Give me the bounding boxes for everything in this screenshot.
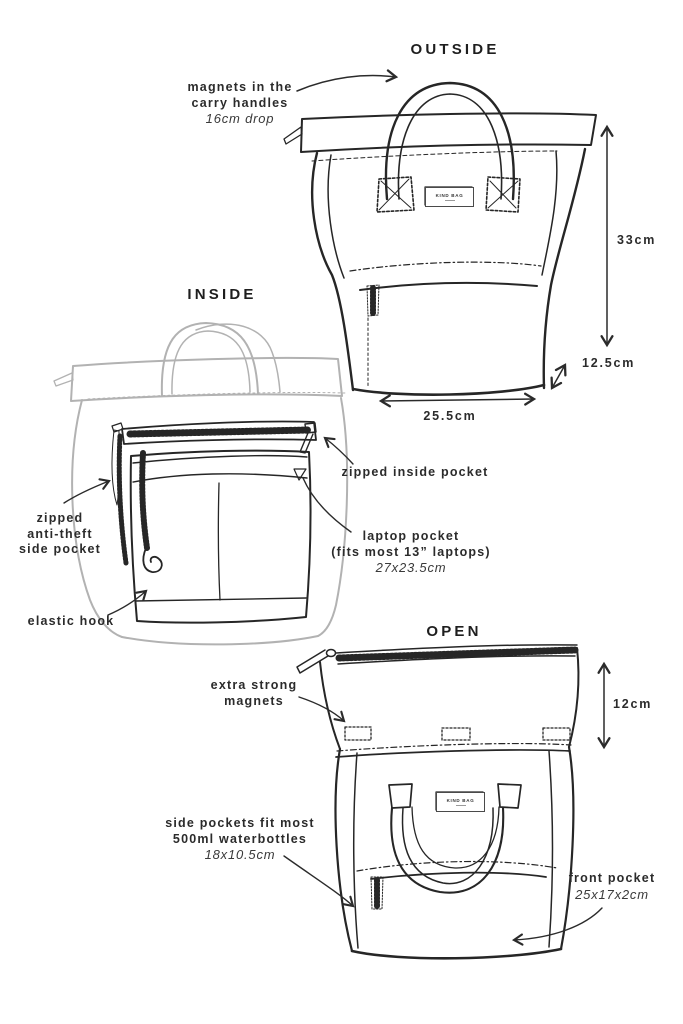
- open-flap-right-edge: [569, 648, 578, 747]
- magnet-dashed-right: [543, 728, 570, 740]
- laptop-pocket-divider: [218, 483, 220, 600]
- callout-line: anti-theft: [27, 526, 93, 541]
- body-right-inner: [542, 151, 557, 275]
- callout-line: laptop pocket: [362, 529, 460, 543]
- kind-bag-label-subline: [456, 805, 466, 806]
- open-side-panel-left: [354, 753, 358, 948]
- handle-tab-left-x: [379, 179, 411, 210]
- kind-bag-label-text: KIND BAG: [446, 798, 475, 803]
- arrow-front-pocket: [514, 908, 602, 940]
- front-pocket-top-edge: [360, 283, 537, 290]
- bag-bottom: [353, 385, 544, 395]
- callout-elastic-hook: [28, 614, 115, 630]
- callout-measurement: 25x17x2cm: [575, 886, 649, 902]
- kind-bag-label-text: KIND BAG: [435, 193, 464, 198]
- callout-laptop-pocket: [331, 529, 491, 576]
- dimension-flap-height: 12cm: [613, 697, 653, 711]
- open-zip-pull-head: [327, 650, 336, 657]
- open-body-bottom: [352, 949, 561, 958]
- body-left-inner: [328, 155, 344, 278]
- inside-zipper-teeth: [130, 430, 308, 434]
- inside-body-bottom: [122, 636, 318, 644]
- open-handle-loop-outer: [391, 808, 503, 893]
- arrow-zipped-inside-pocket: [325, 438, 353, 464]
- section-title-outside: OUTSIDE: [410, 41, 500, 58]
- callout-line: front pocket: [568, 871, 656, 885]
- side-zip-strip: [119, 436, 126, 563]
- callout-line: side pocket: [19, 542, 101, 556]
- callout-line: carry handles: [191, 95, 289, 110]
- callout-line: zipped: [36, 511, 84, 525]
- inside-roll-band: [71, 358, 342, 401]
- callout-measurement: 16cm drop: [205, 111, 275, 126]
- inside-zipper-pull-tab: [300, 433, 313, 453]
- stitch-line-top: [312, 151, 557, 161]
- arrow-anti-theft-pocket: [64, 481, 109, 503]
- magnet-dashed-center: [442, 728, 470, 740]
- open-handle-tab-left: [389, 784, 412, 808]
- inside-handle-inner: [172, 331, 250, 394]
- open-side-panel-right: [549, 751, 552, 947]
- open-fold-solid: [336, 750, 570, 757]
- laptop-flap-top: [133, 456, 307, 463]
- kind-bag-label-outside: [425, 187, 474, 207]
- stitch-line-mid: [350, 262, 541, 271]
- callout-carry-handle-magnets: [187, 80, 292, 127]
- open-body-left-edge: [336, 749, 352, 951]
- body-left-outer: [312, 153, 353, 390]
- callout-zipped-inside-pocket: [342, 465, 489, 481]
- open-body-right-edge: [561, 747, 573, 949]
- body-right-outer: [544, 149, 585, 388]
- outside-bag-drawing: [284, 83, 596, 395]
- elastic-hook-shape: [143, 548, 162, 572]
- callout-line: side pockets fit most: [165, 816, 315, 830]
- arrow-width-25-5cm: [381, 399, 534, 401]
- callout-line: (fits most 13” laptops): [331, 544, 491, 559]
- kind-bag-label-open: [436, 792, 485, 812]
- callout-anti-theft-pocket: [19, 511, 101, 558]
- magnet-dashed-left: [345, 727, 371, 740]
- kind-bag-label-subline: [445, 200, 455, 201]
- callout-line: magnets: [224, 693, 284, 708]
- elastic-strip: [142, 453, 147, 548]
- callout-measurement: 18x10.5cm: [204, 847, 276, 862]
- arrow-strong-magnets: [299, 697, 344, 721]
- arrow-depth-12-5cm: [552, 365, 565, 388]
- callout-line: elastic hook: [27, 614, 115, 628]
- laptop-flap-lower: [133, 474, 307, 482]
- callout-line: zipped inside pocket: [341, 465, 489, 479]
- inside-bag-gray-outline: [54, 323, 347, 644]
- open-stitch-dashdot: [357, 862, 557, 871]
- dimension-bag-depth: 12.5cm: [582, 356, 636, 370]
- roll-top-strap-tip: [284, 127, 302, 144]
- callout-side-pockets: [165, 816, 315, 863]
- dimension-bag-height: 33cm: [617, 233, 657, 247]
- section-title-inside: INSIDE: [187, 286, 257, 303]
- callout-line: extra strong: [210, 678, 298, 692]
- open-flap-left-edge: [320, 662, 340, 749]
- open-handle-tab-right: [498, 784, 521, 808]
- arrow-carry-handle-magnets: [297, 76, 396, 91]
- roll-top-band: [301, 113, 596, 152]
- open-front-pocket-top: [371, 873, 546, 879]
- open-handle-behind: [412, 807, 499, 868]
- inside-strap-tip: [54, 373, 73, 386]
- callout-line: 500ml waterbottles: [172, 831, 308, 846]
- callout-strong-magnets: [211, 678, 298, 709]
- inside-pocket-drawing: [112, 421, 316, 622]
- callout-front-pocket: [569, 871, 656, 903]
- carry-handle-outer: [386, 83, 514, 199]
- callout-measurement: 27x23.5cm: [375, 560, 447, 575]
- arrow-elastic-hook: [108, 591, 146, 615]
- section-title-open: OPEN: [426, 623, 482, 640]
- callout-line: magnets in the: [187, 80, 293, 94]
- dimension-bag-width: 25.5cm: [423, 409, 477, 423]
- open-zip-pull-tab: [297, 650, 328, 673]
